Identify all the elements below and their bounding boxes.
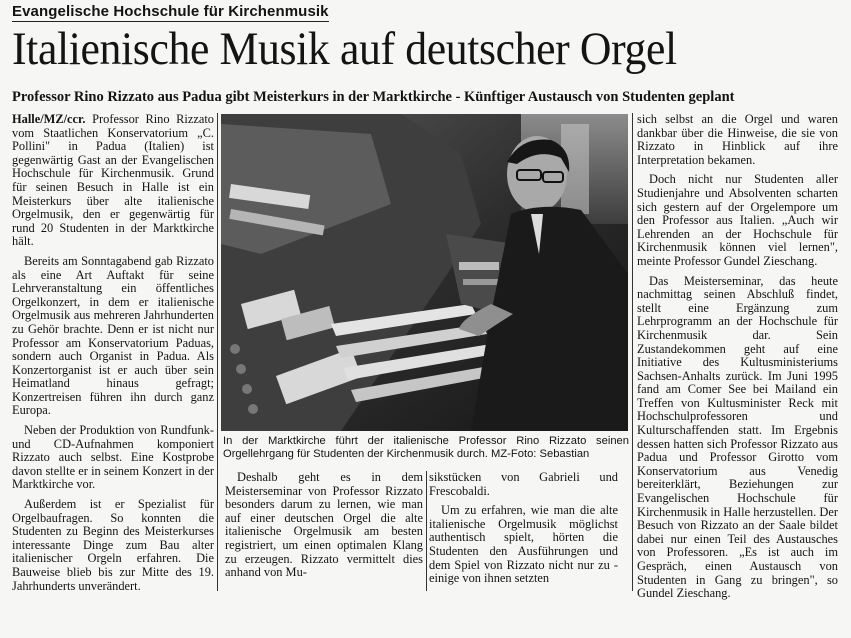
article-column-4 bbox=[637, 113, 838, 607]
paragraph: Bereits am Sonntagabend gab Rizzato als eine Art Auftakt für seine Lehrveranstaltung ein öffentliches Orgelkonzert, in dem er italienische Orgelmusik aus mehreren Jahrhunderten zu Gehör brachte. Denn er ist nicht nur Professor am Konservatorium Paduas, sondern auch Organist in Padua. Als Konzertorganist ist er auch über sein Heimatland hinaus gefragt; Konzertreisen führen ihn durch ganz Europa. bbox=[12, 253, 214, 418]
organ-photo bbox=[221, 114, 628, 431]
paragraph: Das Meisterseminar, das heute nachmittag seinen Abschluß findet, stellt eine Ergänzung zum Lehrprogramm an der Hochschule für Kirchenmusik dar. Sein Zustandekommen geht auf eine Initiative des Kultusministeriums Sachsen-Anhalts zurück. Im Juni 1995 fand am Comer See bei Mailand ein Treffen von Kultusminister Reck mit Hochschulprofessoren und Kulturschaffenden statt. Im Ergebnis dessen hatten sich Professor Rizzato aus Padua und Professor Girotto vom Konservatorium aus Venedig bereiterklärt, Beziehungen zur Evangelischen Hochschule für Kirchenmusik in Halle herzustellen. Der Besuch von Rizzato an der Saale bildet dabei nur einen Teil des Austausches von Professoren. „Es ist auch im Gespräch, einen Austausch von Studenten in Gang zu bringen", so Gundel Zieschang. bbox=[637, 273, 838, 601]
column-divider bbox=[632, 113, 633, 591]
column-divider bbox=[426, 471, 427, 591]
paragraph: Neben der Produktion von Rundfunk- und CD-Aufnahmen komponiert Rizzato auch selbst. Eine Kostprobe davon stellte er in seinem Konzert in der Marktkirche vor. bbox=[12, 423, 214, 492]
paragraph: sich selbst an die Orgel und waren dankbar über die Hinweise, die sie von Rizzato in Hinblick auf ihre Interpretation bekamen. bbox=[637, 112, 838, 167]
article-column-1 bbox=[12, 113, 214, 599]
paragraph: Um zu erfahren, wie man die alte italienische Orgelmusik möglichst authentisch spielt, hörten die Studenten den Ausführungen und dem Spiel von Rizzato nicht nur zu - einige von ihnen setzten bbox=[429, 503, 618, 586]
paragraph: Deshalb geht es in dem Meisterseminar von Professor Rizzato besonders darum zu lernen, wie man auf einer deutschen Orgel die alte italienische Orgelmusik am besten registriert, um einen optimalen Klang zu erzeugen. Rizzato vermittelt dies anhand von Mu- bbox=[225, 470, 423, 580]
paragraph bbox=[12, 113, 214, 249]
subheadline: Professor Rino Rizzato aus Padua gibt Meisterkurs in der Marktkirche - Künftiger Austausch von Studenten geplant bbox=[12, 89, 735, 105]
paragraph: Außerdem ist er Spezialist für Orgelbaufragen. So konnten die Studenten zu Beginn des Meisterkurses interessante Dinge zum Bau alter italienischer Orgeln erfahren. Die Bauweise blieb bis zur Mitte des 19. Jahrhunderts unverändert. bbox=[12, 497, 214, 593]
headline: Italienische Musik auf deutscher Orgel bbox=[12, 23, 677, 75]
organist-at-organ-image bbox=[221, 114, 628, 431]
article-column-2 bbox=[225, 471, 423, 586]
section-kicker: Evangelische Hochschule für Kirchenmusik bbox=[12, 3, 329, 20]
column-divider bbox=[217, 113, 218, 591]
article-column-3 bbox=[429, 471, 618, 592]
paragraph: Doch nicht nur Studenten aller Studienjahre und Absolventen scharten sich gestern auf der Orgelempore um den Professor aus Italien. „Auch wir Lehrenden an der Hochschule für Kirchenmusik können viel lernen", meinte Professor Gundel Zieschang. bbox=[637, 172, 838, 268]
paragraph: sikstücken von Gabrieli und Frescobaldi. bbox=[429, 470, 618, 498]
paragraph-text: Professor Rino Rizzato vom Staatlichen Konservatorium „C. Pollini" in Padua (Italien) ist gegenwärtig Gast an der Evangelischen Hochschule für Kirchenmusik. Grund für seinen Besuch in Halle ist ein Meisterkurs über alte italienische Orgelmusik, den er gegenwärtig für rund 20 Studenten in der Marktkirche hält. bbox=[12, 112, 214, 249]
photo-caption: In der Marktkirche führt der italienische Professor Rino Rizzato seinen Orgellehrgang für Studenten der Kirchenmusik durch. MZ-Foto: Sebastian bbox=[223, 435, 629, 460]
dateline: Halle/MZ/ccr. bbox=[12, 112, 86, 126]
